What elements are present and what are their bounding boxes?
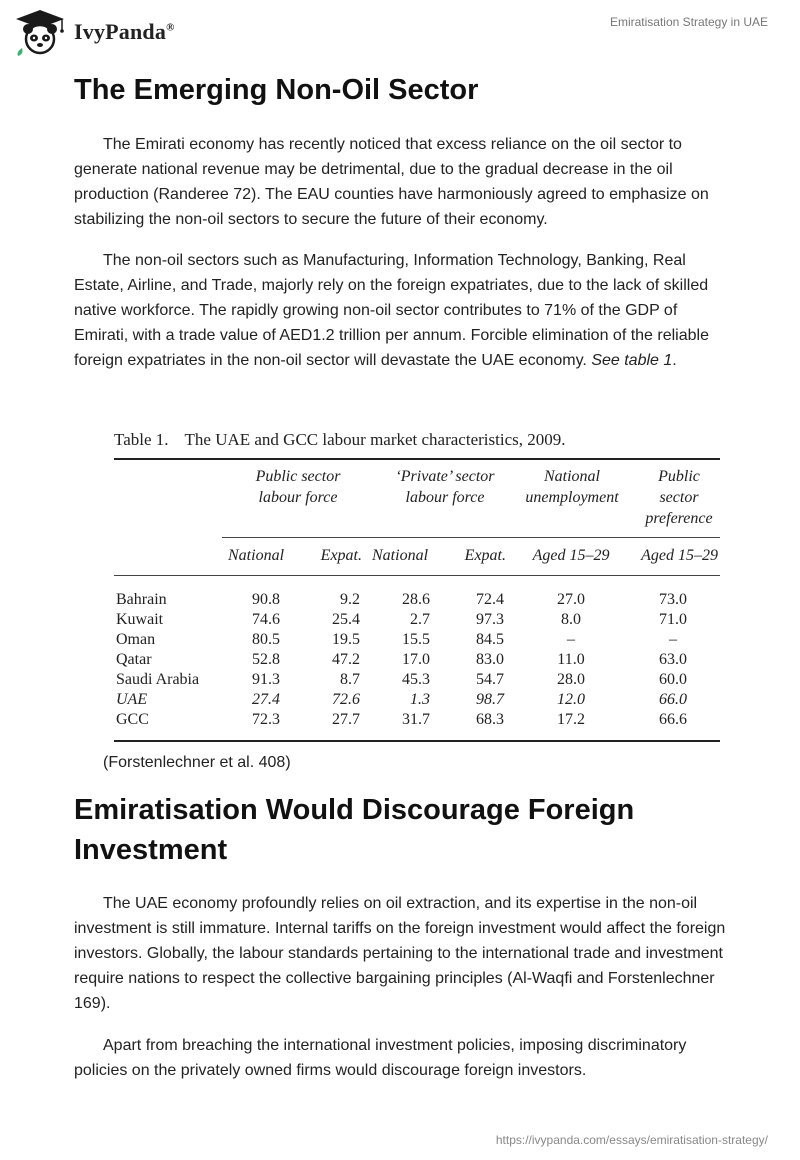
panda-graduate-icon	[12, 8, 68, 56]
table-cell: 45.3	[402, 671, 430, 688]
logo-text: IvyPanda®	[74, 19, 175, 44]
table-cell: 17.0	[402, 651, 430, 668]
table-cell: 19.5	[332, 631, 360, 648]
row-label: Oman	[116, 631, 156, 648]
table-cell: 8.7	[340, 671, 360, 688]
paragraph: Apart from breaching the international investment policies, imposing discriminatory policies on the privately owned firms would discourage foreign investors.	[74, 1037, 687, 1079]
table-cell: 72.6	[332, 691, 360, 708]
column-header: Aged 15–29	[516, 538, 626, 576]
table-cell: 74.6	[252, 611, 280, 628]
table-cell: 1.3	[410, 691, 430, 708]
footer-url[interactable]: https://ivypanda.com/essays/emiratisation-strategy/	[495, 1133, 768, 1147]
paragraph: The Emirati economy has recently noticed that excess reliance on the oil sector to generate national revenue may be detrimental, due to the gradual decrease in the oil production (Randeree 72). The EAU counties have harmoniously agreed to emphasize on stabilizing the non-oil sectors to secure the future of their economy.	[74, 136, 709, 228]
table-cell: 15.5	[402, 631, 430, 648]
table-cell: 60.0	[659, 671, 687, 688]
page-header	[0, 0, 800, 64]
paragraph: The non-oil sectors such as Manufacturing, Information Technology, Banking, Real Estate, Airline, and Trade, majorly rely on the foreign expatriates, due to the lack of skilled native workforce. The rapidly growing non-oil sector contributes to 71% of the GDP of Emirati, with a trade value of AED1.2 trillion per annum. Forcible elimination of the reliable foreign expatriates in the non-oil sector will devastate the UAE economy. See table 1.	[74, 252, 709, 369]
table-cell: 91.3	[252, 671, 280, 688]
table-cell: 52.8	[252, 651, 280, 668]
table-row	[114, 670, 720, 690]
column-group-header: National unemployment	[516, 460, 626, 538]
table-cell: 72.4	[476, 591, 504, 608]
table-cell: 9.2	[340, 591, 360, 608]
ivypanda-logo[interactable]	[12, 8, 175, 56]
column-header: National	[222, 538, 288, 576]
column-header: National	[366, 538, 438, 576]
table-cell: 84.5	[476, 631, 504, 648]
table-cell: 47.2	[332, 651, 360, 668]
table-cell: 97.3	[476, 611, 504, 628]
table-cell: 2.7	[410, 611, 430, 628]
table-row	[114, 650, 720, 670]
table-cell: 71.0	[659, 611, 687, 628]
row-label: Qatar	[116, 651, 152, 668]
section-heading-non-oil: The Emerging Non-Oil Sector	[74, 74, 479, 106]
table-cell: 73.0	[659, 591, 687, 608]
table-cell: 27.4	[252, 691, 280, 708]
paragraph: The UAE economy profoundly relies on oil extraction, and its expertise in the non-oil investment is still immature. Internal tariffs on the foreign investment would affect the foreign investors. Globally, the labour standards pertaining to the international trade and investment require nations to respect the collective bargaining principles (Al-Waqfi and Forstenlechner 169).	[74, 895, 726, 1012]
table-cell: 66.6	[659, 711, 687, 728]
table-row	[114, 576, 720, 611]
table-citation: (Forstenlechner et al. 408)	[103, 754, 291, 771]
column-header: Aged 15–29	[626, 538, 720, 576]
table-cell: 90.8	[252, 591, 280, 608]
table-cell: 28.6	[402, 591, 430, 608]
row-label: GCC	[116, 711, 149, 728]
table-cell: 25.4	[332, 611, 360, 628]
column-group-header: Public sector preference	[626, 460, 720, 538]
section-heading-foreign-investment: Emiratisation Would Discourage Foreign Investment	[74, 794, 635, 866]
table-cell: 63.0	[659, 651, 687, 668]
table-cell: –	[567, 631, 575, 648]
table-row	[114, 710, 720, 740]
table-cell: 28.0	[557, 671, 585, 688]
table-cell: 31.7	[402, 711, 430, 728]
table-caption: Table 1. The UAE and GCC labour market characteristics, 2009.	[114, 430, 566, 449]
labour-market-table	[114, 460, 720, 740]
column-header: Expat.	[438, 538, 516, 576]
table-cell: 27.0	[557, 591, 585, 608]
column-group-header: ‘Private’ sector labour force	[366, 460, 516, 538]
column-header: Expat.	[288, 538, 366, 576]
table-row	[114, 610, 720, 630]
table-cell: 66.0	[659, 691, 687, 708]
table-row	[114, 630, 720, 650]
table-cell: 8.0	[561, 611, 581, 628]
row-label: Bahrain	[116, 591, 167, 608]
table-cell: 54.7	[476, 671, 504, 688]
table-cell: 98.7	[476, 691, 504, 708]
row-label: Kuwait	[116, 611, 164, 628]
table-bottom-rule	[114, 740, 720, 742]
table-reference: See table 1	[591, 352, 673, 369]
table-cell: 11.0	[557, 651, 585, 668]
table-cell: 17.2	[557, 711, 585, 728]
row-label: UAE	[116, 691, 148, 708]
table-row	[114, 690, 720, 710]
table-cell: 27.7	[332, 711, 360, 728]
table-cell: –	[669, 631, 677, 648]
table-cell: 12.0	[557, 691, 585, 708]
table-cell: 83.0	[476, 651, 504, 668]
table-figure	[114, 430, 720, 742]
document-title: Emiratisation Strategy in UAE	[609, 15, 768, 29]
table-cell: 68.3	[476, 711, 504, 728]
table-cell: 80.5	[252, 631, 280, 648]
column-group-header: Public sector labour force	[222, 460, 366, 538]
table-cell: 72.3	[252, 711, 280, 728]
row-label: Saudi Arabia	[116, 671, 200, 688]
